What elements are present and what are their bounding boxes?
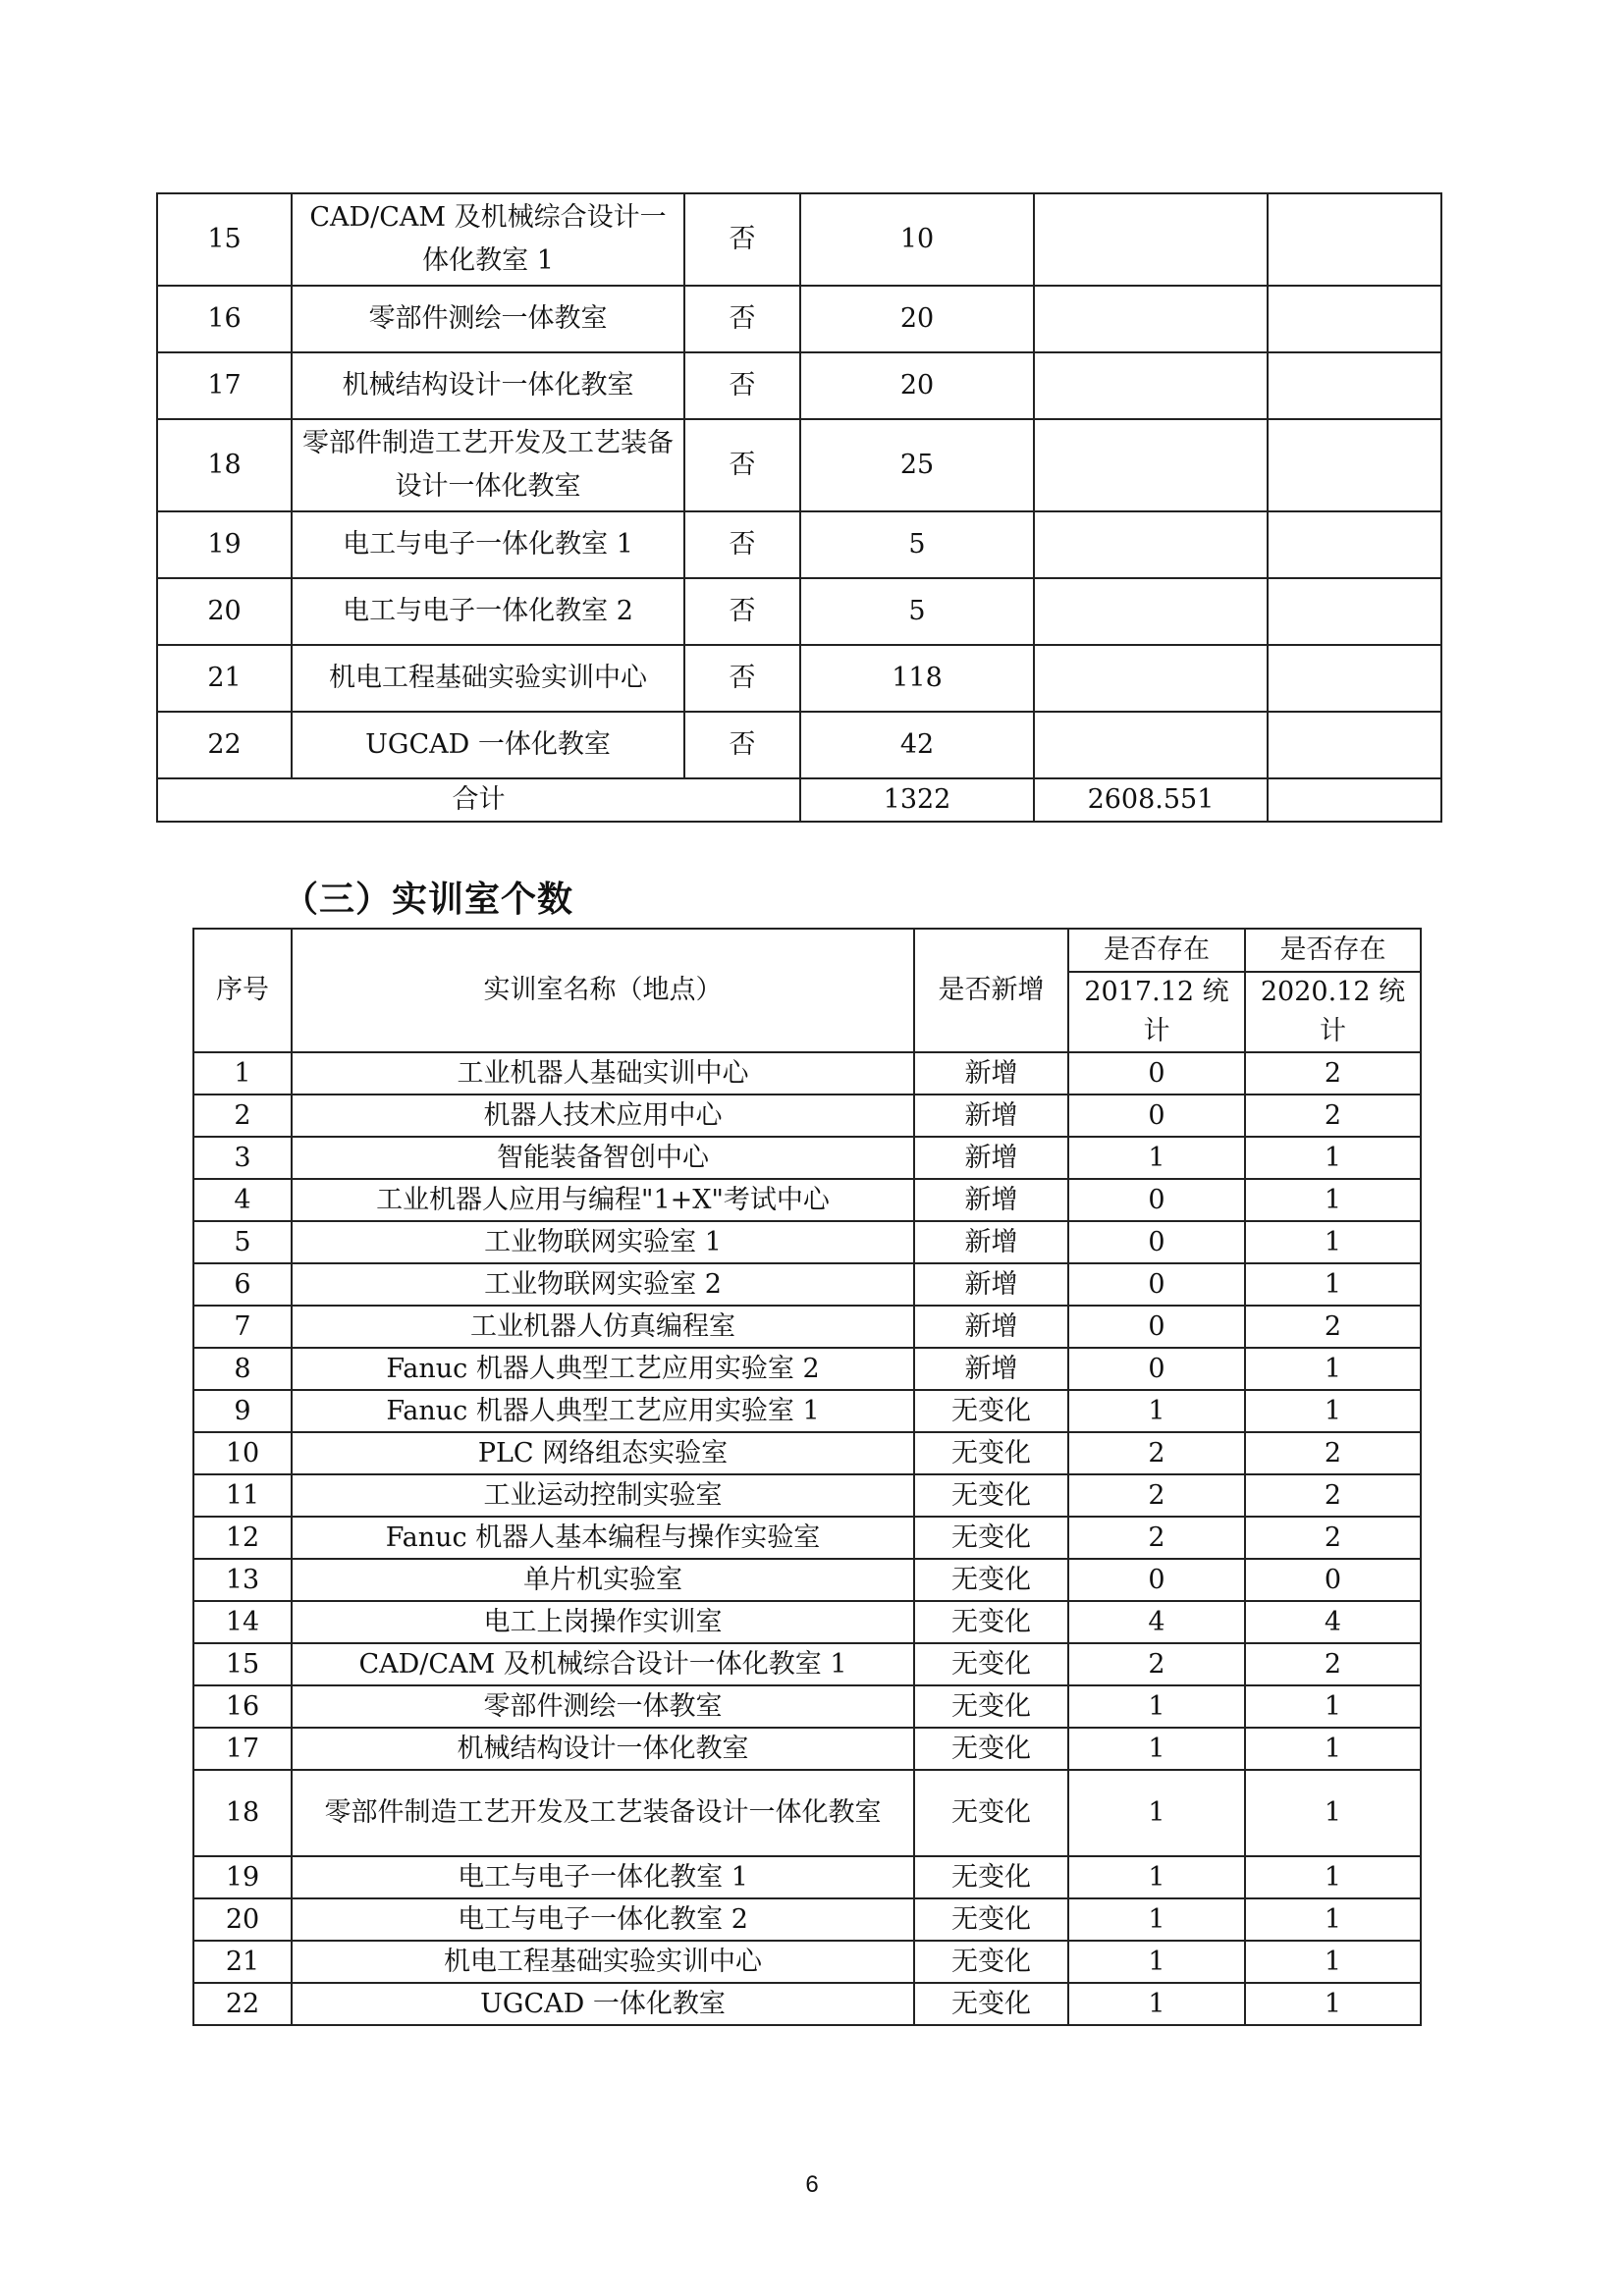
cell-y2020: 1 [1245,1770,1421,1856]
cell-name: 零部件制造工艺开发及工艺装备设计一体化教室 [292,419,684,511]
cell-no: 17 [157,352,292,419]
cell-flag: 否 [684,193,800,286]
cell-y2020: 1 [1245,1898,1421,1941]
cell-name: Fanuc 机器人基本编程与操作实验室 [292,1517,914,1559]
header-exists-2017-top: 是否存在 [1068,929,1245,972]
cell-status: 无变化 [914,1432,1068,1474]
table-row [157,352,1441,419]
table-row [193,1685,1421,1728]
cell-flag: 否 [684,712,800,778]
header-no: 序号 [193,929,292,1052]
cell-y2020: 1 [1245,1348,1421,1390]
total-label: 合计 [157,778,800,822]
cell-status: 无变化 [914,1685,1068,1728]
cell-no: 11 [193,1474,292,1517]
cell-no: 12 [193,1517,292,1559]
cell-extra [1268,511,1441,578]
cell-status: 无变化 [914,1517,1068,1559]
table-row [193,1095,1421,1137]
table-row [193,1390,1421,1432]
cell-y2017: 0 [1068,1221,1245,1263]
cell-name: 工业机器人基础实训中心 [292,1052,914,1095]
cell-y2020: 1 [1245,1728,1421,1770]
table-row [157,645,1441,712]
cell-no: 9 [193,1390,292,1432]
cell-y2017: 1 [1068,1898,1245,1941]
cell-no: 22 [193,1983,292,2025]
page-number: 6 [805,2171,819,2198]
cell-no: 16 [193,1685,292,1728]
cell-name: UGCAD 一体化教室 [292,1983,914,2025]
cell-no: 10 [193,1432,292,1474]
cell-count: 10 [800,193,1034,286]
cell-extra [1268,193,1441,286]
table-row [193,1983,1421,2025]
cell-y2017: 0 [1068,1559,1245,1601]
cell-extra [1268,712,1441,778]
total-extra [1268,778,1441,822]
table-row [193,1221,1421,1263]
cell-no: 16 [157,286,292,352]
cell-name: Fanuc 机器人典型工艺应用实验室 1 [292,1390,914,1432]
table-row [193,1856,1421,1898]
cell-status: 无变化 [914,1941,1068,1983]
cell-name: 工业机器人仿真编程室 [292,1306,914,1348]
cell-count: 118 [800,645,1034,712]
cell-status: 新增 [914,1052,1068,1095]
table-row [193,1052,1421,1095]
cell-y2020: 2 [1245,1643,1421,1685]
cell-y2017: 0 [1068,1095,1245,1137]
cell-y2017: 0 [1068,1348,1245,1390]
cell-y2020: 2 [1245,1052,1421,1095]
table-row [193,1137,1421,1179]
cell-flag: 否 [684,511,800,578]
cell-value [1034,578,1268,645]
cell-y2020: 1 [1245,1685,1421,1728]
cell-no: 6 [193,1263,292,1306]
cell-status: 无变化 [914,1728,1068,1770]
table-row [193,1474,1421,1517]
cell-name: 电工与电子一体化教室 1 [292,1856,914,1898]
cell-y2020: 1 [1245,1983,1421,2025]
cell-no: 8 [193,1348,292,1390]
cell-name: 机器人技术应用中心 [292,1095,914,1137]
cell-y2017: 1 [1068,1941,1245,1983]
cell-no: 7 [193,1306,292,1348]
cell-y2020: 1 [1245,1221,1421,1263]
cell-no: 14 [193,1601,292,1643]
cell-value [1034,286,1268,352]
cell-y2017: 1 [1068,1728,1245,1770]
cell-name: 工业机器人应用与编程"1+X"考试中心 [292,1179,914,1221]
cell-status: 新增 [914,1306,1068,1348]
cell-name: UGCAD 一体化教室 [292,712,684,778]
table-row [157,712,1441,778]
total-value: 2608.551 [1034,778,1268,822]
table-header-row [193,929,1421,972]
table-row [193,1770,1421,1856]
table-row [193,1348,1421,1390]
cell-y2020: 1 [1245,1390,1421,1432]
cell-no: 20 [157,578,292,645]
cell-extra [1268,645,1441,712]
cell-name: 智能装备智创中心 [292,1137,914,1179]
table-row [193,1517,1421,1559]
total-count: 1322 [800,778,1034,822]
cell-name: 单片机实验室 [292,1559,914,1601]
header-name: 实训室名称（地点） [292,929,914,1052]
cell-count: 25 [800,419,1034,511]
cell-extra [1268,578,1441,645]
cell-name: 零部件测绘一体教室 [292,286,684,352]
table-row [193,1898,1421,1941]
cell-status: 无变化 [914,1559,1068,1601]
cell-no: 19 [193,1856,292,1898]
cell-y2017: 0 [1068,1306,1245,1348]
cell-no: 15 [193,1643,292,1685]
table-row [193,1179,1421,1221]
cell-no: 20 [193,1898,292,1941]
cell-count: 5 [800,578,1034,645]
table-row [193,1941,1421,1983]
cell-value [1034,712,1268,778]
cell-y2020: 4 [1245,1601,1421,1643]
header-exists-2020: 2020.12 统计 [1245,972,1421,1052]
cell-y2020: 2 [1245,1095,1421,1137]
cell-no: 17 [193,1728,292,1770]
cell-status: 无变化 [914,1474,1068,1517]
cell-y2017: 0 [1068,1179,1245,1221]
cell-name: Fanuc 机器人典型工艺应用实验室 2 [292,1348,914,1390]
table-row [193,1559,1421,1601]
cell-y2017: 1 [1068,1685,1245,1728]
training-room-table [192,928,1422,2026]
cell-y2020: 1 [1245,1856,1421,1898]
cell-value [1034,511,1268,578]
cell-count: 20 [800,286,1034,352]
cell-y2020: 0 [1245,1559,1421,1601]
table-row [193,1306,1421,1348]
cell-y2017: 4 [1068,1601,1245,1643]
table-row [157,419,1441,511]
table-row [193,1601,1421,1643]
cell-status: 无变化 [914,1643,1068,1685]
cell-y2020: 2 [1245,1432,1421,1474]
cell-y2017: 1 [1068,1137,1245,1179]
cell-no: 19 [157,511,292,578]
cell-y2020: 2 [1245,1474,1421,1517]
cell-flag: 否 [684,645,800,712]
cell-no: 4 [193,1179,292,1221]
cell-flag: 否 [684,578,800,645]
cell-y2020: 1 [1245,1137,1421,1179]
cell-status: 新增 [914,1348,1068,1390]
cell-flag: 否 [684,352,800,419]
cell-value [1034,645,1268,712]
cell-y2020: 1 [1245,1263,1421,1306]
cell-flag: 否 [684,419,800,511]
cell-status: 无变化 [914,1983,1068,2025]
cell-status: 新增 [914,1221,1068,1263]
cell-status: 无变化 [914,1601,1068,1643]
cell-no: 3 [193,1137,292,1179]
cell-status: 无变化 [914,1770,1068,1856]
cell-status: 新增 [914,1179,1068,1221]
cell-name: CAD/CAM 及机械综合设计一体化教室 1 [292,193,684,286]
cell-name: 电工与电子一体化教室 2 [292,578,684,645]
cell-no: 18 [193,1770,292,1856]
table-row [157,511,1441,578]
cell-name: 电工与电子一体化教室 2 [292,1898,914,1941]
header-is-new: 是否新增 [914,929,1068,1052]
cell-y2017: 1 [1068,1856,1245,1898]
cell-no: 22 [157,712,292,778]
cell-y2017: 1 [1068,1770,1245,1856]
cell-extra [1268,419,1441,511]
header-exists-2017: 2017.12 统计 [1068,972,1245,1052]
cell-status: 无变化 [914,1898,1068,1941]
section-title: （三）实训室个数 [283,880,574,920]
classroom-table [156,192,1442,823]
cell-no: 21 [193,1941,292,1983]
table-row [193,1263,1421,1306]
cell-name: 零部件测绘一体教室 [292,1685,914,1728]
cell-no: 13 [193,1559,292,1601]
cell-extra [1268,352,1441,419]
cell-name: 机电工程基础实验实训中心 [292,645,684,712]
cell-status: 无变化 [914,1856,1068,1898]
cell-no: 15 [157,193,292,286]
cell-status: 新增 [914,1137,1068,1179]
cell-y2017: 2 [1068,1643,1245,1685]
cell-name: 机械结构设计一体化教室 [292,352,684,419]
cell-name: 工业物联网实验室 2 [292,1263,914,1306]
cell-y2020: 1 [1245,1179,1421,1221]
cell-name: CAD/CAM 及机械综合设计一体化教室 1 [292,1643,914,1685]
cell-y2017: 1 [1068,1390,1245,1432]
cell-no: 21 [157,645,292,712]
cell-name: 机械结构设计一体化教室 [292,1728,914,1770]
cell-name: 电工与电子一体化教室 1 [292,511,684,578]
cell-extra [1268,286,1441,352]
cell-name: PLC 网络组态实验室 [292,1432,914,1474]
cell-no: 5 [193,1221,292,1263]
cell-y2020: 2 [1245,1306,1421,1348]
cell-status: 新增 [914,1263,1068,1306]
cell-value [1034,193,1268,286]
cell-name: 零部件制造工艺开发及工艺装备设计一体化教室 [292,1770,914,1856]
cell-y2020: 1 [1245,1941,1421,1983]
cell-status: 新增 [914,1095,1068,1137]
cell-name: 电工上岗操作实训室 [292,1601,914,1643]
header-exists-2020-top: 是否存在 [1245,929,1421,972]
cell-flag: 否 [684,286,800,352]
table-row [193,1643,1421,1685]
cell-y2017: 2 [1068,1432,1245,1474]
cell-no: 2 [193,1095,292,1137]
cell-count: 5 [800,511,1034,578]
table-row [193,1432,1421,1474]
cell-name: 工业物联网实验室 1 [292,1221,914,1263]
cell-name: 机电工程基础实验实训中心 [292,1941,914,1983]
table-row [157,193,1441,286]
cell-no: 1 [193,1052,292,1095]
cell-name: 工业运动控制实验室 [292,1474,914,1517]
cell-y2017: 2 [1068,1474,1245,1517]
cell-y2017: 0 [1068,1263,1245,1306]
cell-value [1034,352,1268,419]
cell-y2020: 2 [1245,1517,1421,1559]
cell-y2017: 0 [1068,1052,1245,1095]
cell-value [1034,419,1268,511]
table-row [157,578,1441,645]
cell-status: 无变化 [914,1390,1068,1432]
cell-count: 20 [800,352,1034,419]
cell-count: 42 [800,712,1034,778]
table-row [193,1728,1421,1770]
cell-no: 18 [157,419,292,511]
cell-y2017: 1 [1068,1983,1245,2025]
total-row [157,778,1441,822]
table-row [157,286,1441,352]
cell-y2017: 2 [1068,1517,1245,1559]
